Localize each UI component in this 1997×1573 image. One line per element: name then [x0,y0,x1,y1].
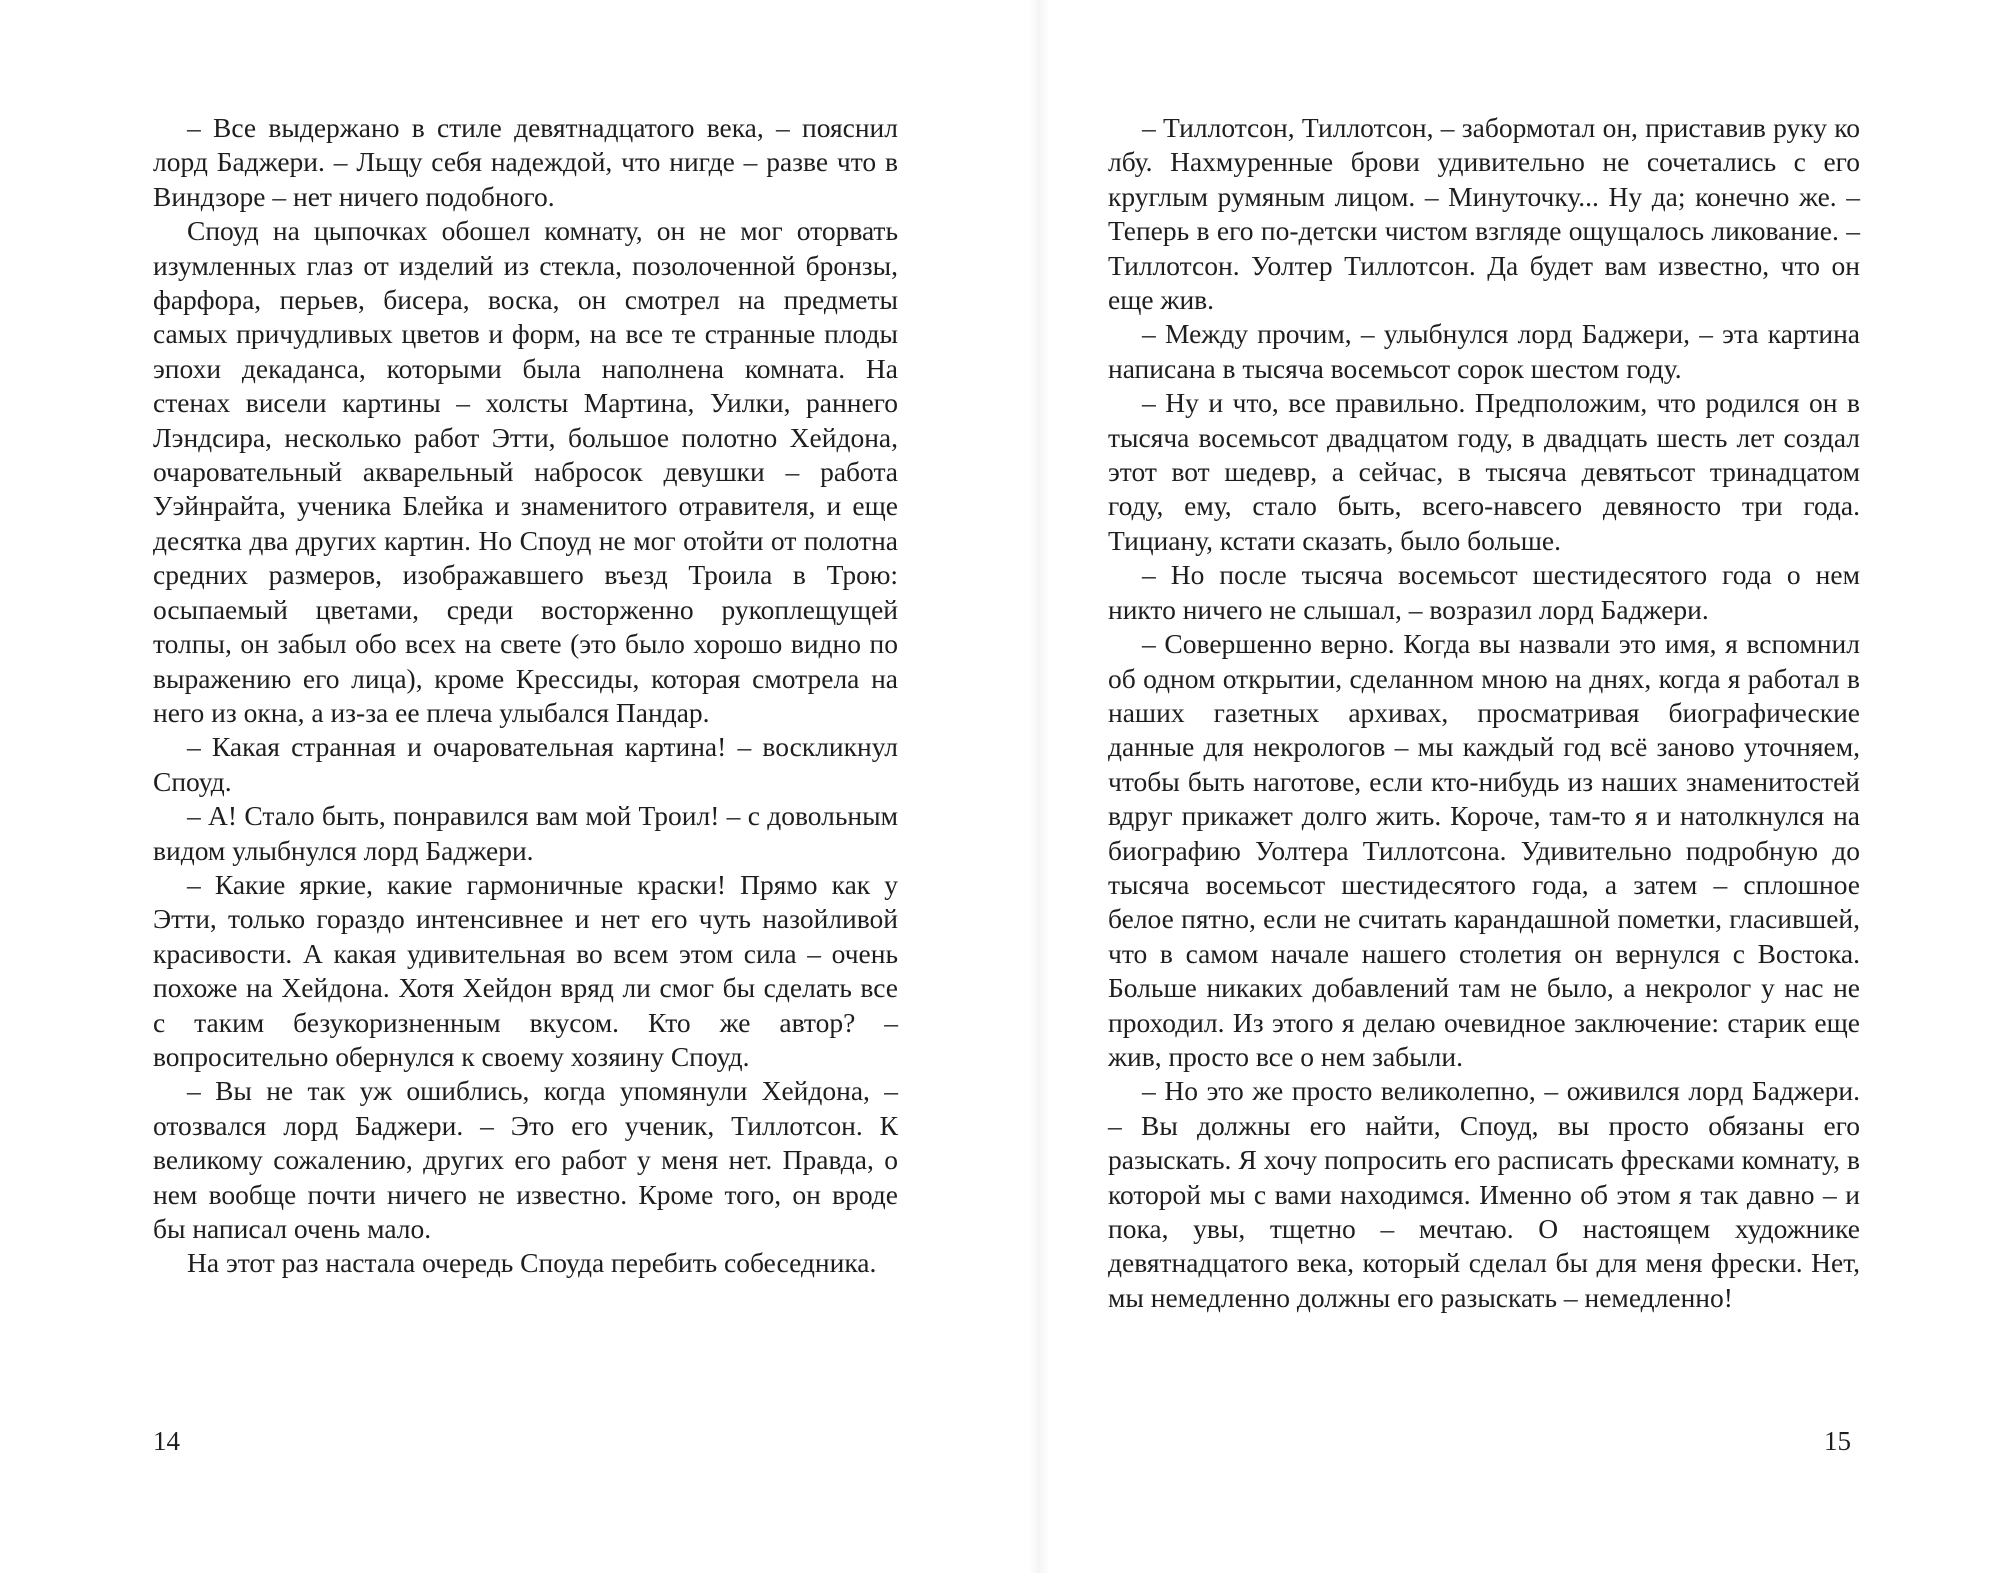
paragraph: – Вы не так уж ошиблись, когда упомянули Хейдона, – отозвался лорд Баджери. – Это его ученик, Тиллотсон. К великому сожалению, других его работ у меня нет. Правда, о нем вообще почти ничего не известно. Кроме того, он вроде бы написал очень мало. [153,1075,898,1244]
page-number-left: 14 [153,1426,180,1456]
right-page [1038,0,1997,1573]
page-number-right: 15 [1824,1426,1851,1456]
paragraph: – Какая странная и очаровательная картина! – воскликнул Споуд. [153,731,898,797]
paragraph: На этот раз настала очередь Споуда перебить собеседника. [187,1247,877,1279]
left-page-text [153,111,898,1281]
paragraph: – Какие яркие, какие гармоничные краски! Прямо как у Этти, только гораздо интенсивнее и нет его чуть назойливой красивости. А какая удивительная во всем этом сила – очень похоже на Хейдона. Хотя Хейдон вряд ли смог бы сделать все с таким безукоризненным вкусом. Кто же автор? – вопросительно обернулся к своему хозяину Споуд. [153,868,898,1072]
paragraph: – Между прочим, – улыбнулся лорд Баджери, – эта картина написана в тысяча восемьсот сорок шестом году. [1108,318,1860,384]
paragraph: – Совершенно верно. Когда вы назвали это имя, я вспомнил об одном открытии, сделанном мною на днях, когда я работал в наших газетных архивах, просматривая биографические данные для некрологов – мы каждый год всё заново уточняем, чтобы быть наготове, если кто-нибудь из наших знаменитостей вдруг прикажет долго жить. Короче, там-то я и натолкнулся на биографию Уолтера Тиллотсона. Удивительно подробную до тысяча восемьсот шестидесятого года, а затем – сплошное белое пятно, если не считать карандашной пометки, гласившей, что в самом начале нашего столетия он вернулся с Востока. Больше никаких добавлений там не было, а некролог у нас не проходил. Из этого я делаю очевидное заключение: старик еще жив, просто все о нем забыли. [1108,628,1860,1072]
book-spine [1028,0,1050,1573]
paragraph: – Но это же просто великолепно, – оживился лорд Баджери. – Вы должны его найти, Споуд, вы просто обязаны его разыскать. Я хочу попросить его расписать фресками комнату, в которой мы с вами находимся. Именно об этом я так давно – и пока, увы, тщетно – мечтаю. О настоящем художнике девятнадцатого века, который сделал бы для меня фрески. Нет, мы немедленно должны его разыскать – немедленно! [1108,1075,1860,1313]
paragraph: Споуд на цыпочках обошел комнату, он не мог оторвать изумленных глаз от изделий из стекла, позолоченной бронзы, фарфора, перьев, бисера, воска, он смотрел на предметы самых причудливых цветов и форм, на все те странные плоды эпохи декаданса, которыми была наполнена комната. На стенах висели картины – холсты Мартина, Уилки, раннего Лэндсира, несколько работ Этти, большое полотно Хейдона, очаровательный акварельный набросок девушки – работа Уэйнрайта, ученика Блейка и знаменитого отравителя, и еще десятка два других картин. Но Споуд не мог отойти от полотна средних размеров, изображавшего въезд Троила в Трою: осыпаемый цветами, среди восторженно рукоплещущей толпы, он забыл обо всех на свете (это было хорошо видно по выражению его лица), кроме Крессиды, которая смотрела на него из окна, а из-за ее плеча улыбался Пандар. [153,215,898,728]
paragraph: – Все выдержано в стиле девятнадцатого века, – пояснил лорд Баджери. – Льщу себя надеждой, что нигде – разве что в Виндзоре – нет ничего подобного. [153,112,898,212]
paragraph: – А! Стало быть, понравился вам мой Троил! – с довольным видом улыбнулся лорд Баджери. [153,800,898,866]
paragraph: – Но после тысяча восемьсот шестидесятого года о нем никто ничего не слышал, – возразил лорд Баджери. [1108,559,1860,625]
paragraph: – Ну и что, все правильно. Предположим, что родился он в тысяча восемьсот двадцатом году, в двадцать шесть лет создал этот вот шедевр, а сейчас, в тысяча девятьсот тринадцатом году, ему, стало быть, всего-навсего девяносто три года. Тициану, кстати сказать, было больше. [1108,387,1860,556]
right-page-text [1108,111,1860,1315]
paragraph: – Тиллотсон, Тиллотсон, – забормотал он, приставив руку ко лбу. Нахмуренные брови удивительно не сочетались с его круглым румяным лицом. – Минуточку... Ну да; конечно же. – Теперь в его по-детски чистом взгляде ощущалось ликование. – Тиллотсон. Уолтер Тиллотсон. Да будет вам известно, что он еще жив. [1108,112,1860,316]
